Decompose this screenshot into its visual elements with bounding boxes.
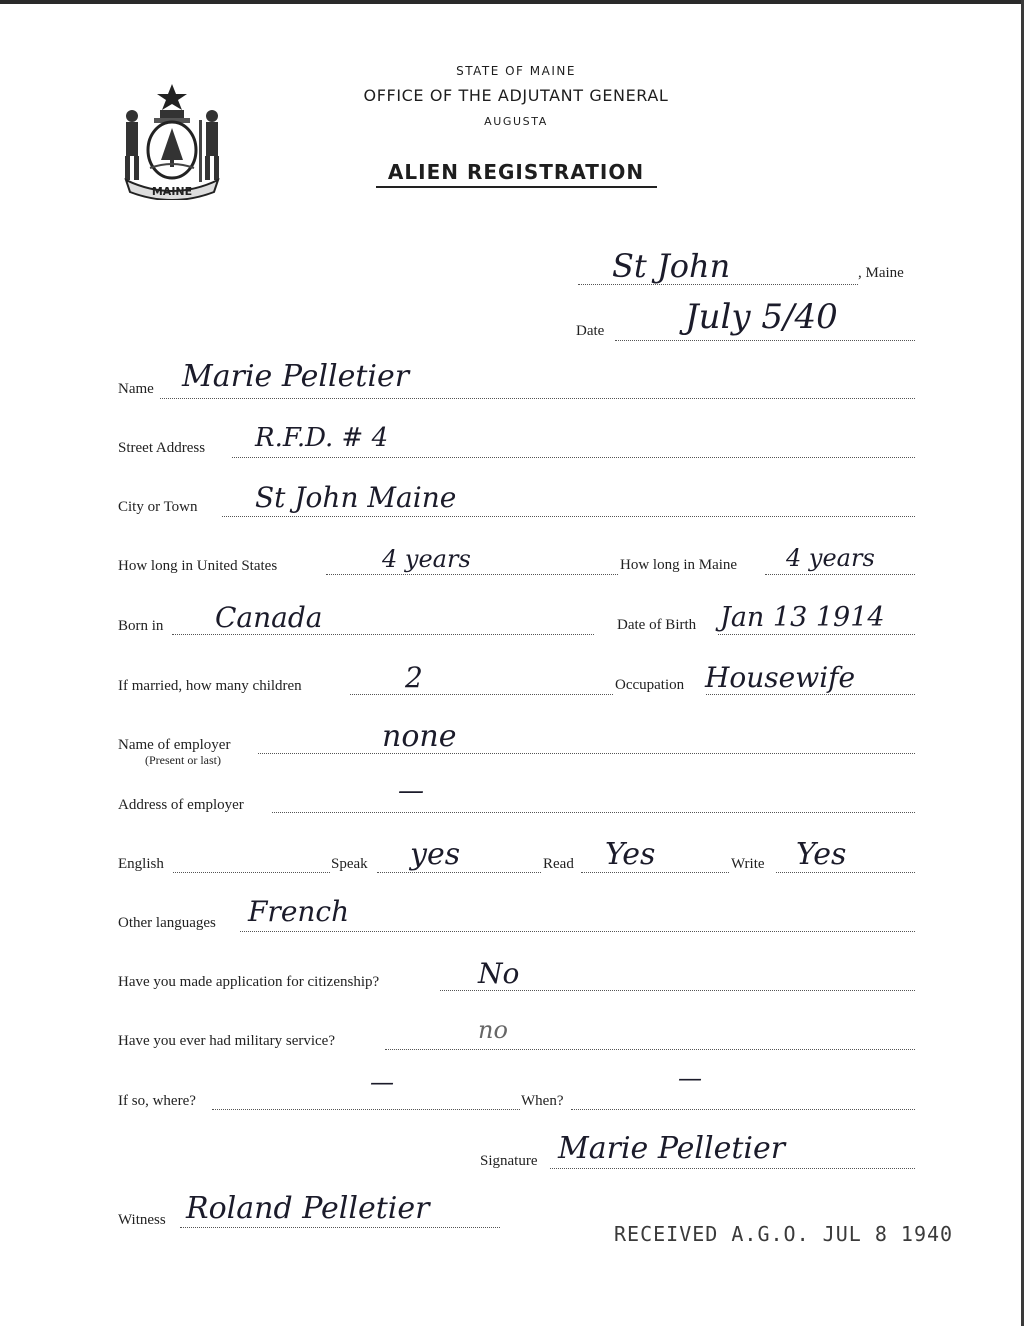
other-languages-label: Other languages bbox=[118, 915, 216, 931]
read-line bbox=[581, 872, 729, 873]
date-of-birth-label: Date of Birth bbox=[617, 617, 697, 633]
title-underline bbox=[376, 186, 657, 188]
speak-entry: yes bbox=[410, 837, 461, 872]
speak-label: Speak bbox=[331, 856, 368, 872]
name-label: Name bbox=[118, 381, 154, 397]
born-in-line bbox=[172, 634, 594, 635]
city-label: City or Town bbox=[118, 499, 198, 515]
other-languages-line bbox=[240, 931, 915, 932]
date-of-birth-line bbox=[718, 634, 915, 635]
when-label: When? bbox=[521, 1093, 564, 1109]
signature-line bbox=[550, 1168, 915, 1169]
signature-label: Signature bbox=[480, 1153, 538, 1169]
employer-entry: none bbox=[382, 719, 457, 754]
header-state: STATE OF MAINE bbox=[456, 64, 576, 78]
write-label: Write bbox=[731, 856, 765, 872]
street-address-entry: R.F.D. # 4 bbox=[255, 423, 389, 453]
when-entry: — bbox=[678, 1064, 702, 1092]
street-address-line bbox=[232, 457, 915, 458]
if-so-where-label: If so, where? bbox=[118, 1093, 196, 1109]
how-long-maine-line bbox=[765, 574, 915, 575]
where-entry: — bbox=[370, 1068, 394, 1096]
where-line bbox=[212, 1109, 520, 1110]
how-long-maine-label: How long in Maine bbox=[620, 557, 738, 573]
employer-address-label: Address of employer bbox=[118, 797, 244, 813]
occupation-line bbox=[706, 694, 915, 695]
employer-label: Name of employer bbox=[118, 737, 231, 753]
seal-banner-text: MAINE bbox=[151, 185, 193, 198]
employer-line bbox=[258, 753, 915, 754]
military-entry: no bbox=[478, 1016, 508, 1044]
how-long-us-entry: 4 years bbox=[382, 545, 471, 573]
how-long-maine-entry: 4 years bbox=[786, 544, 875, 572]
children-label: If married, how many children bbox=[118, 678, 302, 694]
children-line bbox=[350, 694, 613, 695]
write-line bbox=[776, 872, 915, 873]
english-line bbox=[173, 872, 330, 873]
date-of-birth-entry: Jan 13 1914 bbox=[720, 602, 885, 633]
citizenship-entry: No bbox=[478, 957, 520, 990]
scan-edge-top bbox=[0, 0, 1024, 4]
header-office: OFFICE OF THE ADJUTANT GENERAL bbox=[363, 86, 669, 105]
children-entry: 2 bbox=[405, 661, 423, 694]
read-label: Read bbox=[543, 856, 574, 872]
military-line bbox=[385, 1049, 915, 1050]
employer-note: (Present or last) bbox=[145, 753, 221, 767]
date-entry: July 5/40 bbox=[685, 297, 838, 337]
name-line bbox=[160, 398, 915, 399]
employer-address-entry: — bbox=[398, 776, 424, 806]
english-label: English bbox=[118, 856, 164, 872]
witness-line bbox=[180, 1227, 500, 1228]
form-title: ALIEN REGISTRATION bbox=[387, 160, 645, 184]
city-entry: St John Maine bbox=[255, 481, 457, 514]
town-entry: St John bbox=[612, 247, 731, 285]
how-long-us-label: How long in United States bbox=[118, 558, 278, 574]
when-line bbox=[571, 1109, 915, 1110]
read-entry: Yes bbox=[605, 837, 656, 872]
date-line bbox=[615, 340, 915, 341]
born-in-label: Born in bbox=[118, 618, 164, 634]
military-label: Have you ever had military service? bbox=[118, 1033, 335, 1049]
born-in-entry: Canada bbox=[215, 601, 323, 634]
received-stamp: RECEIVED A.G.O. JUL 8 1940 bbox=[614, 1222, 954, 1246]
employer-address-line bbox=[272, 812, 915, 813]
other-languages-entry: French bbox=[248, 895, 350, 928]
street-address-label: Street Address bbox=[118, 440, 206, 456]
city-line bbox=[222, 516, 915, 517]
speak-line bbox=[377, 872, 541, 873]
date-label: Date bbox=[576, 323, 605, 339]
how-long-us-line bbox=[326, 574, 618, 575]
witness-label: Witness bbox=[118, 1212, 166, 1228]
occupation-entry: Housewife bbox=[705, 661, 856, 694]
witness-entry: Roland Pelletier bbox=[186, 1191, 430, 1226]
occupation-label: Occupation bbox=[615, 677, 685, 693]
maine-state-seal-icon bbox=[116, 80, 228, 200]
name-entry: Marie Pelletier bbox=[182, 359, 410, 394]
header-city: AUGUSTA bbox=[484, 115, 548, 128]
maine-label: , Maine bbox=[858, 265, 904, 281]
citizenship-line bbox=[440, 990, 915, 991]
write-entry: Yes bbox=[796, 837, 847, 872]
signature-entry: Marie Pelletier bbox=[558, 1131, 786, 1166]
citizenship-label: Have you made application for citizenship? bbox=[118, 974, 380, 990]
